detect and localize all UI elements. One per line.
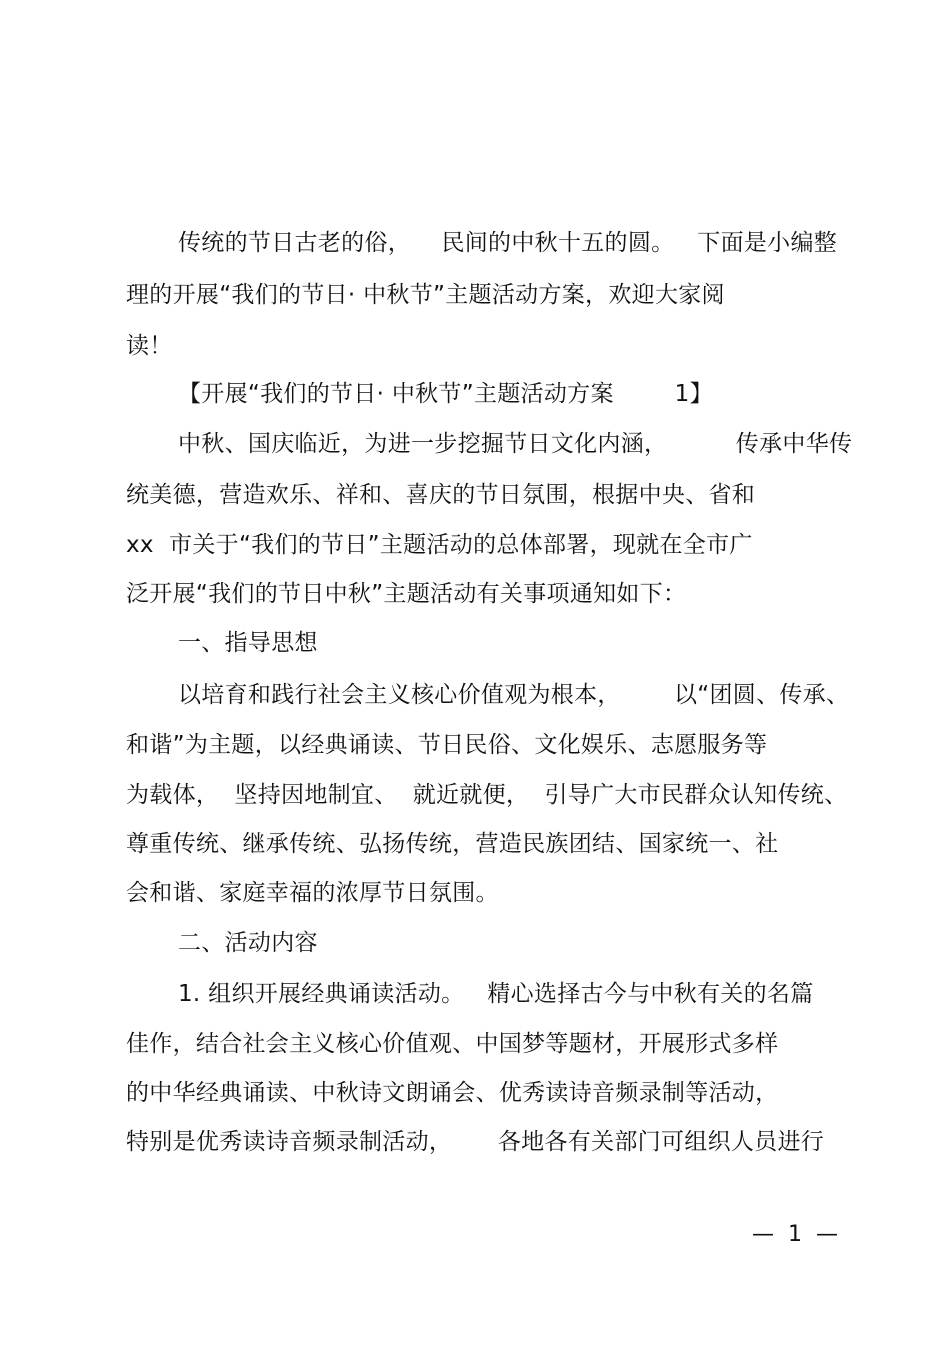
paragraph-2-line-2: 和谐”为主题，以经典诵读、节日民俗、文化娱乐、志愿服务等 [126, 732, 768, 758]
paragraph-1-line-2: 统美德，营造欢乐、祥和、喜庆的节日氛围，根据中央、省和 [126, 482, 756, 508]
paragraph-3-line-3: 的中华经典诵读、中秋诗文朗诵会、优秀读诗音频录制等活动， [126, 1080, 779, 1106]
paragraph-3-line-2: 佳作，结合社会主义核心价值观、中国梦等题材，开展形式多样 [126, 1031, 779, 1057]
intro-line-3: 读！ [126, 333, 173, 359]
paragraph-2-line-3: 为载体， 坚持因地制宜、 就近就便， 引导广大市民群众认知传统、 [126, 782, 848, 808]
paragraph-2-line-5: 会和谐、家庭幸福的浓厚节日氛围。 [126, 880, 499, 906]
paragraph-3-line-1: 1. 组织开展经典诵读活动。 精心选择古今与中秋有关的名篇 [178, 981, 814, 1007]
paragraph-2-line-4: 尊重传统、继承传统、弘扬传统，营造民族团结、国家统一、社 [126, 831, 779, 857]
paragraph-1-line-4: 泛开展“我们的节日中秋”主题活动有关事项通知如下： [126, 581, 687, 607]
section-title: 【开展“我们的节日· 中秋节”主题活动方案 1】 [178, 381, 713, 407]
paragraph-1-line-1: 中秋、国庆临近，为进一步挖掘节日文化内涵， 传承中华传 [178, 431, 853, 457]
page-number: — 1 — [752, 1222, 838, 1247]
paragraph-1-line-3: xx 市关于“我们的节日”主题活动的总体部署，现就在全市广 [126, 532, 753, 558]
heading-activity-content: 二、活动内容 [178, 930, 318, 956]
heading-guiding-thought: 一、指导思想 [178, 630, 318, 656]
paragraph-3-line-4: 特别是优秀读诗音频录制活动， 各地各有关部门可组织人员进行 [126, 1129, 825, 1155]
paragraph-2-line-1: 以培育和践行社会主义核心价值观为根本， 以“团圆、传承、 [178, 682, 850, 708]
intro-line-1: 传统的节日古老的俗， 民间的中秋十五的圆。 下面是小编整 [178, 230, 838, 256]
intro-line-2: 理的开展“我们的节日· 中秋节”主题活动方案，欢迎大家阅 [126, 282, 725, 308]
